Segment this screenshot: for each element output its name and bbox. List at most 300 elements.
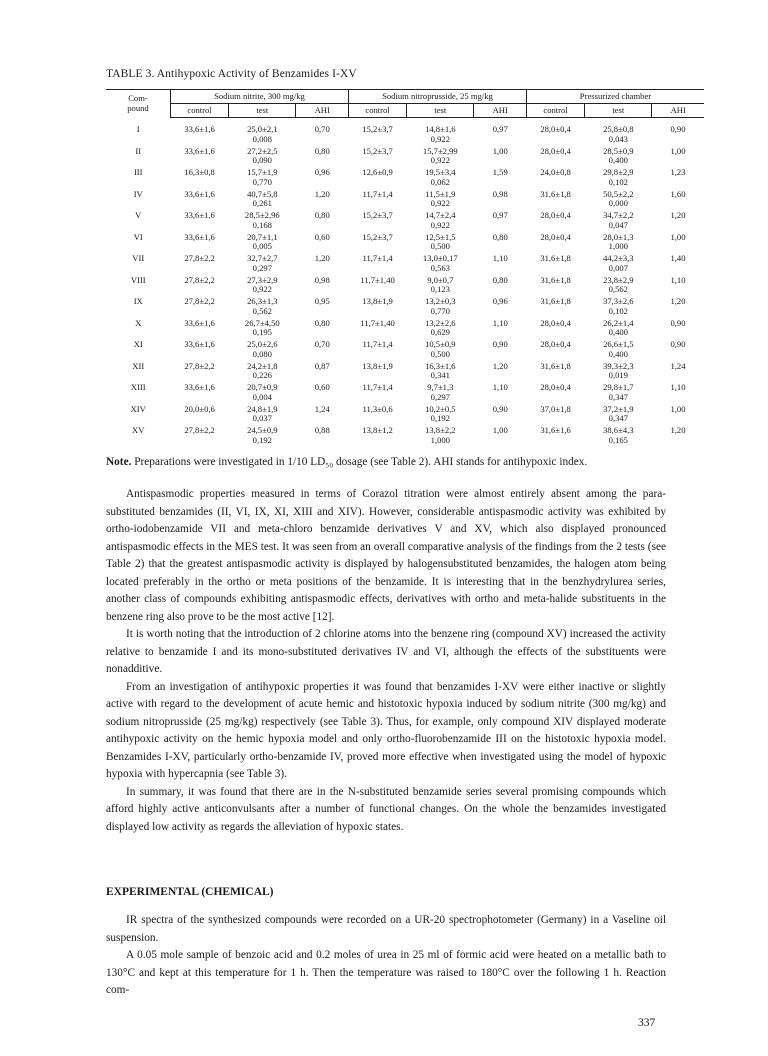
test-value: 25,0±2,6	[247, 339, 278, 349]
test-value: 37,2±1,9	[603, 403, 634, 414]
p-value: 0,629	[430, 327, 450, 337]
test-cell	[229, 145, 296, 167]
paragraph-chlorine: It is worth noting that the introduction of 2 chlorine atoms into the benzene ring (compound XV) increased the activity relative to benzamide I and its mono-substituted derivatives IV and VI, although the effects of the substituents were nonadditive.	[106, 628, 666, 675]
control-cell	[170, 295, 228, 317]
ahi-cell-value: 0,90	[670, 124, 686, 134]
p-value: 0,090	[252, 155, 272, 165]
p-value: 0,005	[252, 241, 272, 251]
control-cell	[526, 338, 584, 360]
test-value: 11,5±1,9	[425, 188, 456, 199]
test-cell	[407, 338, 474, 360]
ahi-cell-value: 0,60	[314, 382, 330, 392]
compound-cell-value: IV	[133, 188, 143, 199]
p-value: 0,922	[430, 219, 450, 230]
ahi-cell-value: 0,80	[314, 210, 330, 220]
test-value: 19,5±3,4	[425, 167, 456, 177]
compound-cell-value: X	[135, 317, 142, 328]
test-value: 14,7±2,4	[425, 210, 456, 220]
control-cell	[348, 381, 406, 403]
test-value: 40,7±5,8	[247, 188, 278, 199]
p-value: 0,770	[430, 305, 450, 316]
test-value: 13,2±0,3	[425, 296, 456, 306]
test-value: 16,3±1,6	[425, 360, 456, 371]
ahi-cell-value: 0,90	[492, 339, 508, 349]
control-cell-value: 33,6±1,6	[184, 317, 215, 328]
ahi-cell	[296, 295, 348, 317]
ahi-cell	[474, 360, 526, 382]
test-value: 10,2±0,5	[425, 403, 456, 414]
p-value: 1,000	[430, 434, 450, 445]
subheader-control: control	[526, 104, 584, 118]
ahi-cell-value: 0,90	[670, 317, 686, 328]
test-cell	[407, 403, 474, 425]
ahi-cell-value: 0,70	[314, 124, 330, 134]
p-value: 0,165	[608, 434, 628, 445]
test-value: 28,5±2,96	[244, 210, 280, 220]
ahi-cell-value: 0,98	[492, 188, 508, 199]
control-cell	[348, 166, 406, 188]
test-cell	[585, 274, 652, 296]
table-row	[106, 360, 704, 382]
p-value: 0,500	[430, 348, 450, 359]
control-cell	[526, 209, 584, 231]
control-cell	[348, 231, 406, 253]
ahi-cell	[652, 381, 704, 403]
ahi-cell-value: 0,60	[314, 231, 330, 242]
test-cell	[585, 118, 652, 145]
control-cell-value: 28,0±0,4	[540, 339, 571, 349]
subheader-test: test	[229, 104, 296, 118]
p-value: 0,123	[430, 284, 450, 294]
ahi-cell-value: 0,90	[492, 403, 508, 414]
test-cell	[585, 145, 652, 167]
p-value: 0,400	[608, 348, 628, 359]
p-value: 0,062	[430, 176, 450, 187]
compound-cell-value: XIII	[130, 382, 146, 392]
ahi-cell-value: 1,00	[492, 145, 508, 156]
table-row	[106, 317, 704, 339]
ahi-cell	[652, 252, 704, 274]
control-cell-value: 13,8±1,9	[362, 296, 393, 306]
control-cell	[348, 209, 406, 231]
subheader-ahi: AHI	[652, 104, 704, 118]
ahi-cell	[652, 274, 704, 296]
ahi-cell	[296, 360, 348, 382]
ahi-cell	[652, 403, 704, 425]
p-value: 0,037	[252, 413, 272, 423]
control-cell-value: 11,7±1,4	[362, 188, 393, 199]
ahi-cell	[296, 338, 348, 360]
test-cell	[229, 317, 296, 339]
test-value: 27,2±2,5	[247, 145, 278, 156]
ahi-cell-value: 1,20	[314, 188, 330, 199]
ahi-cell-value: 0,97	[492, 210, 508, 220]
test-value: 28,0±1,3	[603, 231, 634, 242]
control-cell-value: 37,0±1,8	[540, 403, 571, 414]
compound-cell	[106, 209, 170, 231]
ahi-cell-value: 1,20	[314, 253, 330, 263]
control-cell-value: 33,6±1,6	[184, 210, 215, 220]
compound-cell-value: XIV	[130, 403, 146, 414]
ahi-cell	[474, 118, 526, 145]
test-cell	[229, 381, 296, 403]
p-value: 0,192	[430, 413, 450, 423]
control-cell	[170, 252, 228, 274]
test-value: 15,7±1,9	[247, 167, 278, 177]
test-value: 28,5±0,9	[603, 145, 634, 156]
compound-cell	[106, 145, 170, 167]
table-note	[106, 456, 587, 468]
p-value: 0,008	[252, 133, 272, 144]
ahi-cell-value: 1,20	[670, 425, 686, 435]
compound-cell-value: XI	[133, 339, 143, 349]
p-value: 0,347	[608, 413, 628, 423]
table-row	[106, 295, 704, 317]
ahi-cell-value: 1,20	[670, 296, 686, 306]
control-cell-value: 33,6±1,6	[184, 124, 215, 134]
control-cell-value: 11,7±1,4	[362, 339, 393, 349]
ahi-cell-value: 1,10	[492, 253, 508, 263]
control-cell	[526, 424, 584, 446]
ahi-cell	[474, 231, 526, 253]
test-value: 15,7±2,99	[422, 145, 458, 156]
test-cell	[229, 209, 296, 231]
p-value: 0,922	[430, 133, 450, 144]
compound-cell	[106, 381, 170, 403]
table-row	[106, 424, 704, 446]
compound-cell	[106, 166, 170, 188]
control-cell-value: 24,0±0,8	[540, 167, 571, 177]
p-value: 0,297	[252, 262, 272, 273]
subheader-test: test	[407, 104, 474, 118]
ahi-cell-value: 0,87	[314, 360, 330, 371]
ahi-cell-value: 0,80	[314, 317, 330, 328]
antihypoxic-activity-table	[106, 89, 704, 446]
compound-header-line-2: pound	[127, 102, 149, 113]
compound-cell-value: III	[133, 167, 143, 177]
control-cell-value: 27,8±2,2	[184, 425, 215, 435]
test-cell	[229, 166, 296, 188]
ahi-cell	[474, 166, 526, 188]
control-cell-value: 13,8±1,2	[362, 425, 393, 435]
compound-cell-value: IX	[133, 296, 143, 306]
ahi-cell	[296, 166, 348, 188]
ahi-cell-value: 1,23	[670, 167, 686, 177]
test-cell	[585, 381, 652, 403]
compound-header	[106, 90, 170, 118]
table-row	[106, 118, 704, 145]
ahi-cell	[296, 403, 348, 425]
ahi-cell-value: 1,10	[670, 274, 686, 285]
test-cell	[407, 209, 474, 231]
control-cell	[526, 145, 584, 167]
test-cell	[229, 424, 296, 446]
test-cell	[407, 317, 474, 339]
control-cell	[170, 338, 228, 360]
test-value: 34,7±2,2	[603, 210, 634, 220]
p-value: 0,922	[252, 284, 272, 294]
ahi-cell	[296, 252, 348, 274]
table-row	[106, 338, 704, 360]
subheader-ahi: AHI	[474, 104, 526, 118]
experimental-text	[106, 912, 666, 1000]
ahi-cell	[296, 381, 348, 403]
table-row	[106, 403, 704, 425]
test-value: 24,8±1,9	[247, 403, 278, 414]
ahi-cell	[296, 317, 348, 339]
subheader-ahi: AHI	[296, 104, 348, 118]
ahi-cell	[652, 338, 704, 360]
test-value: 25,8±0,8	[603, 124, 634, 134]
control-cell	[170, 231, 228, 253]
control-cell-value: 31,6±1,6	[540, 425, 571, 435]
test-cell	[229, 338, 296, 360]
test-cell	[585, 403, 652, 425]
control-cell	[348, 403, 406, 425]
ahi-cell-value: 0,96	[492, 296, 508, 306]
p-value: 0,261	[252, 198, 272, 208]
ahi-cell-value: 0,70	[314, 339, 330, 349]
table-row	[106, 145, 704, 167]
control-cell	[526, 360, 584, 382]
subheader-test: test	[585, 104, 652, 118]
ahi-cell-value: 0,98	[314, 274, 330, 285]
control-cell	[170, 381, 228, 403]
ahi-cell	[474, 403, 526, 425]
control-cell-value: 11,3±0,6	[362, 403, 393, 414]
test-value: 23,8±2,9	[603, 274, 634, 285]
control-cell-value: 31,6±1,8	[540, 360, 571, 371]
control-cell	[526, 381, 584, 403]
test-cell	[585, 338, 652, 360]
paragraph-antihypoxic: From an investigation of antihypoxic properties it was found that benzamides I-XV were either inactive or slightly active with regard to the development of acute hemic and histotoxic hypoxia induced by sodium nitrite (300 mg/kg) and sodium nitroprusside (25 mg/kg) respectively (see Table 3). Thus, for example, only compound XIV displayed moderate antihypoxic activity on the hemic hypoxia model and only ortho-fluorobenzamide III on the histotoxic hypoxia model. Benzamides I-XV, particularly ortho-benzamide IV, proved more effective when investigated using the model of hypoxic hypoxia with hypercapnia (see Table 3).	[106, 680, 666, 780]
compound-cell	[106, 118, 170, 145]
test-value: 13,0±0,17	[422, 253, 458, 263]
control-cell	[348, 188, 406, 210]
test-value: 37,3±2,6	[603, 296, 634, 306]
ahi-cell-value: 1,60	[670, 188, 686, 199]
control-cell-value: 15,2±3,7	[362, 124, 393, 134]
control-cell	[170, 166, 228, 188]
test-value: 39,3±2,3	[603, 360, 634, 371]
test-cell	[407, 360, 474, 382]
test-cell	[229, 360, 296, 382]
control-cell-value: 31,6±1,8	[540, 296, 571, 306]
table-row	[106, 209, 704, 231]
test-cell	[229, 274, 296, 296]
group-header-pressurized-chamber: Pressurized chamber	[526, 90, 704, 104]
control-cell-value: 33,6±1,6	[184, 339, 215, 349]
test-value: 50,5±2,2	[603, 188, 634, 199]
control-cell	[348, 274, 406, 296]
control-cell	[348, 338, 406, 360]
test-value: 24,2±1,8	[247, 360, 278, 371]
test-cell	[407, 381, 474, 403]
control-cell-value: 27,8±2,2	[184, 253, 215, 263]
control-cell	[170, 317, 228, 339]
compound-cell	[106, 424, 170, 446]
test-value: 20,7±0,9	[247, 382, 278, 392]
ahi-cell	[652, 145, 704, 167]
control-cell	[526, 403, 584, 425]
page-number: 337	[638, 1017, 656, 1029]
p-value: 0,047	[608, 219, 628, 230]
test-cell	[407, 424, 474, 446]
ahi-cell	[474, 188, 526, 210]
control-cell-value: 27,8±2,2	[184, 360, 215, 371]
control-cell	[170, 209, 228, 231]
control-cell	[526, 252, 584, 274]
ahi-cell	[652, 209, 704, 231]
table-title: TABLE 3. Antihypoxic Activity of Benzamides I-XV	[106, 68, 357, 80]
test-value: 29,8±1,7	[603, 382, 634, 392]
ahi-cell-value: 1,00	[670, 231, 686, 242]
control-cell	[170, 118, 228, 145]
compound-cell	[106, 188, 170, 210]
compound-cell	[106, 360, 170, 382]
control-cell	[348, 317, 406, 339]
control-cell-value: 13,8±1,9	[362, 360, 393, 371]
p-value: 1,000	[608, 241, 628, 251]
ahi-cell	[652, 317, 704, 339]
control-cell-value: 28,0±0,4	[540, 145, 571, 156]
ahi-cell-value: 0,97	[492, 124, 508, 134]
compound-cell	[106, 274, 170, 296]
paragraph-summary: In summary, it was found that there are in the N-substituted benzamide series several promising compounds which afford highly active anticonvulsants after a number of functional changes. On the whole the benzamides investigated displayed low activity as regards the alleviation of hypoxic states.	[106, 785, 666, 833]
section-heading: EXPERIMENTAL (CHEMICAL)	[106, 886, 274, 898]
p-value: 0,168	[252, 219, 272, 230]
test-value: 26,6±1,5	[603, 339, 634, 349]
p-value: 0,004	[252, 391, 272, 402]
p-value: 0,563	[430, 262, 450, 273]
control-cell	[348, 360, 406, 382]
test-value: 10,5±0,9	[425, 339, 456, 349]
test-cell	[407, 252, 474, 274]
control-cell	[526, 188, 584, 210]
control-cell	[348, 118, 406, 145]
ahi-cell	[474, 295, 526, 317]
test-cell	[585, 252, 652, 274]
control-cell	[348, 295, 406, 317]
paragraph-antispasmodic: Antispasmodic properties measured in terms of Corazol titration were almost entirely absent among the para-substituted benzamides (II, VI, IX, XI, XIII and XIV). However, considerable antispasmodic activity was exhibited by ortho-iodobenzamide VII and meta-chloro benzamide derivatives V and XV, which also displayed pronounced antispasmodic effects in the MES test. It was seen from an overall comparative analysis of the findings from the 2 tests (see Table 2) that the greatest antispasmodic activity is displayed by halogensubstituted benzamides, the halogen atom being located preferably in the ortho or meta positions of the benzamide. It is interesting that in the benzhydrylurea series, another class of compounds exhibiting antispasmodic effects, derivatives with ortho and meta-halide substituents in the benzene ring also prove to be the most active [12].	[106, 488, 666, 623]
subheader-control: control	[170, 104, 228, 118]
test-value: 24,5±0,9	[247, 425, 278, 435]
group-header-sodium-nitrite: Sodium nitrite, 300 mg/kg	[170, 90, 348, 104]
ahi-cell	[296, 209, 348, 231]
p-value: 0,500	[430, 241, 450, 251]
test-cell	[585, 295, 652, 317]
p-value: 0,347	[608, 391, 628, 402]
ahi-cell-value: 1,24	[314, 403, 330, 414]
compound-cell	[106, 317, 170, 339]
table-row	[106, 274, 704, 296]
p-value: 0,195	[252, 327, 272, 337]
p-value: 0,562	[608, 284, 628, 294]
compound-cell	[106, 403, 170, 425]
table-row	[106, 252, 704, 274]
ahi-cell-value: 1,00	[670, 403, 686, 414]
ahi-cell	[652, 424, 704, 446]
p-value: 0,922	[430, 155, 450, 165]
ahi-cell-value: 0,96	[314, 167, 330, 177]
p-value: 0,102	[608, 305, 628, 316]
test-cell	[407, 295, 474, 317]
control-cell-value: 15,2±3,7	[362, 145, 393, 156]
p-value: 0,226	[252, 370, 272, 380]
test-value: 38,6±4,3	[603, 425, 634, 435]
test-value: 9,0±0,7	[427, 274, 454, 285]
ahi-cell-value: 0,80	[314, 145, 330, 156]
discussion-text	[106, 486, 666, 836]
ahi-cell	[474, 317, 526, 339]
subheader-control: control	[348, 104, 406, 118]
test-cell	[229, 252, 296, 274]
control-cell	[348, 424, 406, 446]
test-value: 32,7±2,7	[247, 253, 278, 263]
ahi-cell-value: 1,20	[670, 210, 686, 220]
ahi-cell-value: 1,24	[670, 360, 686, 371]
test-cell	[229, 403, 296, 425]
test-value: 14,8±1,6	[425, 124, 456, 134]
p-value: 0,297	[430, 391, 450, 402]
test-value: 29,8±2,9	[603, 167, 634, 177]
control-cell-value: 28,0±0,4	[540, 382, 571, 392]
test-value: 25,0±2,1	[247, 124, 278, 134]
table-body	[106, 118, 704, 446]
p-value: 0,770	[252, 176, 272, 187]
ahi-cell	[296, 424, 348, 446]
ahi-cell	[652, 118, 704, 145]
paragraph-ir-spectra: IR spectra of the synthesized compounds were recorded on a UR-20 spectrophotometer (Germany) in a Vaseline oil suspension.	[106, 914, 666, 944]
test-cell	[585, 166, 652, 188]
control-cell	[170, 403, 228, 425]
compound-header-line-1: Com-	[128, 93, 148, 104]
test-cell	[585, 209, 652, 231]
p-value: 0,102	[608, 176, 628, 187]
table-row	[106, 188, 704, 210]
control-cell	[170, 360, 228, 382]
control-cell-value: 11,7±1,4	[362, 253, 393, 263]
control-cell-value: 33,6±1,6	[184, 145, 215, 156]
ahi-cell	[652, 360, 704, 382]
ahi-cell-value: 1,20	[492, 360, 508, 371]
compound-cell	[106, 231, 170, 253]
ahi-cell-value: 1,10	[492, 382, 508, 392]
control-cell-value: 27,8±2,2	[184, 296, 215, 306]
compound-cell-value: I	[136, 123, 140, 134]
test-cell	[229, 295, 296, 317]
test-cell	[407, 188, 474, 210]
compound-cell-value: VI	[133, 231, 143, 242]
control-cell-value: 11,7±1,4	[362, 382, 393, 392]
ahi-cell	[296, 145, 348, 167]
control-cell	[170, 188, 228, 210]
group-header-sodium-nitroprusside: Sodium nitroprusside, 25 mg/kg	[348, 90, 526, 104]
ahi-cell-value: 1,00	[670, 145, 686, 156]
ahi-cell	[474, 274, 526, 296]
control-cell	[526, 118, 584, 145]
control-cell	[348, 145, 406, 167]
control-cell-value: 11,7±1,40	[360, 317, 395, 328]
control-cell-value: 16,3±0,8	[184, 167, 215, 177]
control-cell	[170, 274, 228, 296]
control-cell	[170, 145, 228, 167]
test-value: 26,7±4,50	[244, 317, 280, 328]
p-value: 0,043	[608, 133, 628, 144]
test-value: 26,2±1,4	[603, 317, 634, 328]
control-cell	[526, 231, 584, 253]
control-cell-value: 28,0±0,4	[540, 317, 571, 328]
